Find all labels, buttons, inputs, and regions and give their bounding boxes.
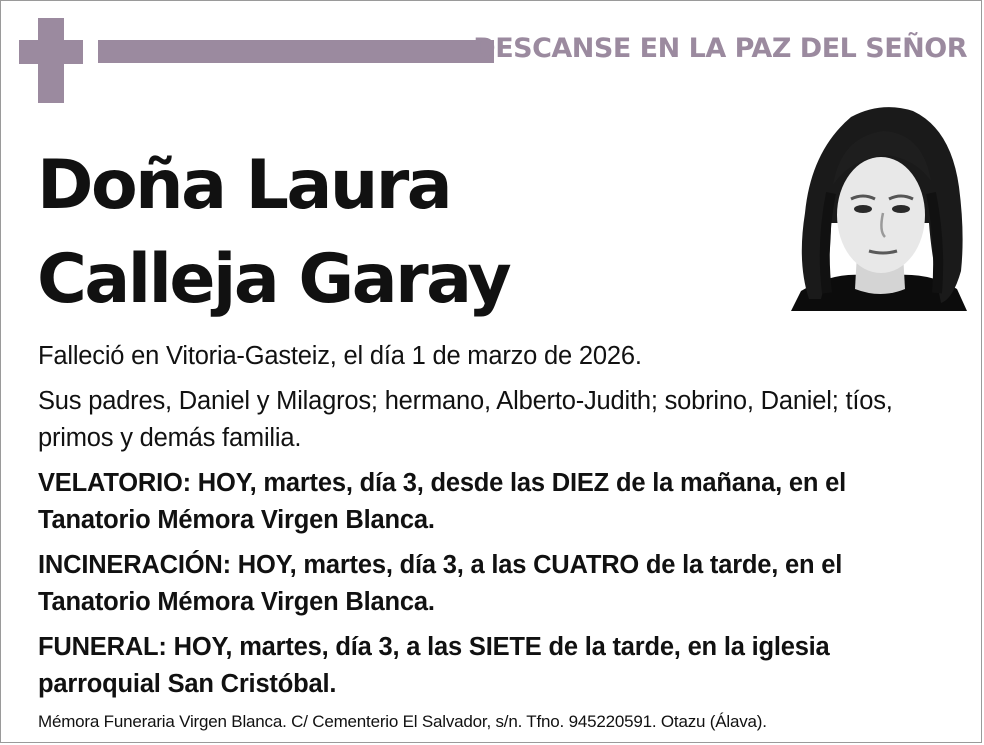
header-rule	[98, 40, 494, 63]
cross-icon-bar	[19, 40, 83, 64]
deceased-name-line2: Calleja Garay	[37, 240, 510, 319]
obituary-body	[38, 338, 958, 703]
incineracion-notice: INCINERACIÓN: HOY, martes, día 3, a las CUATRO de la tarde, en el Tanatorio Mémora Virgen Blanca.	[38, 551, 843, 616]
family-notice: Sus padres, Daniel y Milagros; hermano, Alberto-Judith; sobrino, Daniel; tíos, primos y demás familia.	[38, 387, 893, 452]
velatorio-notice: VELATORIO: HOY, martes, día 3, desde las DIEZ de la mañana, en el Tanatorio Mémora Virgen Blanca.	[38, 469, 846, 534]
portrait-photo	[791, 103, 967, 311]
funeral-notice: FUNERAL: HOY, martes, día 3, a las SIETE de la tarde, en la iglesia parroquial San Cristóbal.	[38, 633, 830, 698]
death-notice: Falleció en Vitoria-Gasteiz, el día 1 de marzo de 2026.	[38, 342, 642, 370]
deceased-name	[37, 139, 509, 327]
header-title: DESCANSE EN LA PAZ DEL SEÑOR	[473, 33, 967, 64]
deceased-name-line1: Doña Laura	[37, 146, 451, 225]
funeral-home-footer: Mémora Funeraria Virgen Blanca. C/ Cementerio El Salvador, s/n. Tfno. 945220591. Otazu (Álava).	[38, 712, 767, 731]
